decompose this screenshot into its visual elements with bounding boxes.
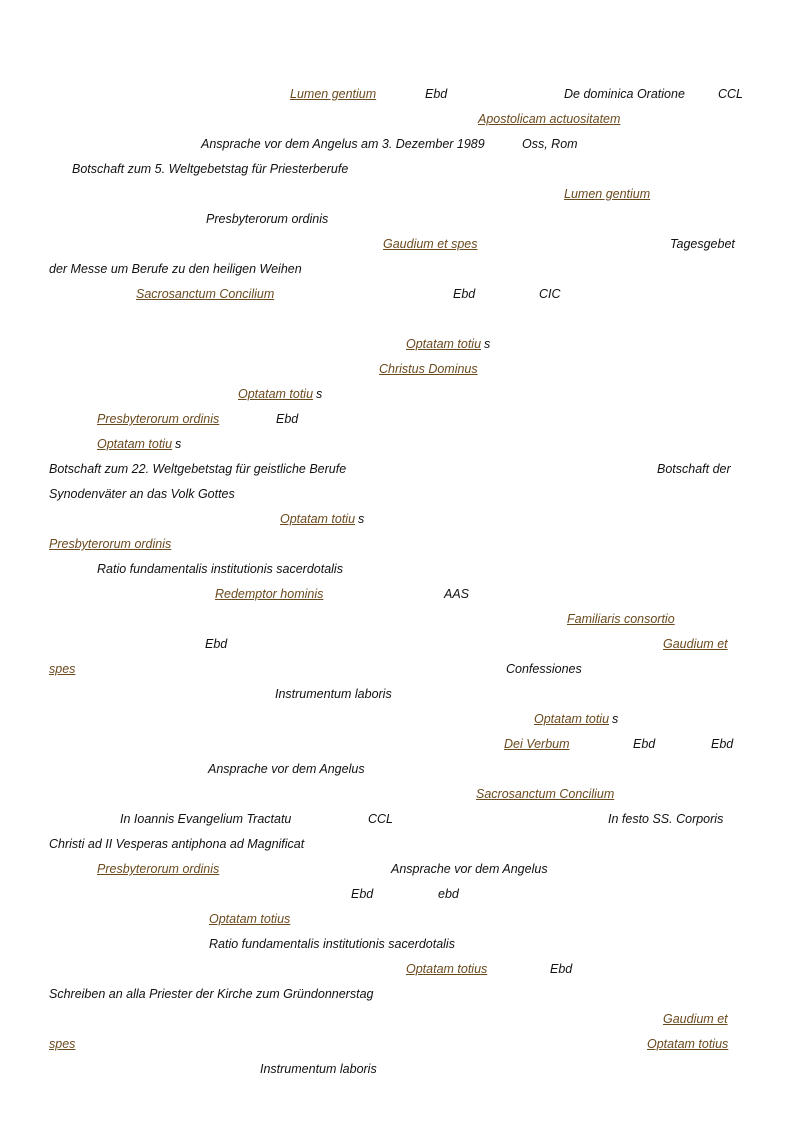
gruendonnerstag-letter-reference: Schreiben an alla Priester der Kirche zum Gründonnerstag bbox=[49, 987, 374, 1001]
optatam-totius-suffix: s bbox=[484, 337, 491, 351]
angelus-address-reference: Ansprache vor dem Angelus am 3. Dezember 1989 bbox=[201, 137, 485, 151]
instrumentum-laboris-reference: Instrumentum laboris bbox=[275, 687, 392, 701]
gaudium-et-spes-link[interactable]: Gaudium et bbox=[663, 1012, 728, 1026]
gaudium-et-spes-link[interactable]: spes bbox=[49, 1037, 76, 1051]
optatam-totius-link[interactable]: Optatam totiu bbox=[238, 387, 314, 401]
optatam-totius-suffix: s bbox=[316, 387, 323, 401]
instrumentum-laboris-reference: Instrumentum laboris bbox=[260, 1062, 377, 1076]
optatam-totius-suffix: s bbox=[612, 712, 619, 726]
presbyterorum-ordinis-reference: Presbyterorum ordinis bbox=[206, 212, 329, 226]
optatam-totius-suffix: s bbox=[358, 512, 365, 526]
ebd-reference: Ebd bbox=[711, 737, 734, 751]
optatam-totius-link[interactable]: Optatam totius bbox=[647, 1037, 729, 1051]
redemptor-hominis-link[interactable]: Redemptor hominis bbox=[215, 587, 324, 601]
aas-reference: AAS bbox=[444, 587, 470, 601]
familiaris-consortio-link[interactable]: Familiaris consortio bbox=[567, 612, 675, 626]
ccl-reference: CCL bbox=[368, 812, 394, 826]
cic-reference: CIC bbox=[539, 287, 561, 301]
ebd-reference: Ebd bbox=[425, 87, 448, 101]
messe-berufe-reference: der Messe um Berufe zu den heiligen Weihen bbox=[49, 262, 302, 276]
synodenvaeter-reference: Synodenväter an das Volk Gottes bbox=[49, 487, 235, 501]
angelus-address-reference: Ansprache vor dem Angelus bbox=[208, 762, 365, 776]
presbyterorum-ordinis-link[interactable]: Presbyterorum ordinis bbox=[97, 862, 220, 876]
optatam-totius-link[interactable]: Optatam totiu bbox=[280, 512, 356, 526]
optatam-totius-link[interactable]: Optatam totius bbox=[406, 962, 488, 976]
gaudium-et-spes-link[interactable]: Gaudium et spes bbox=[383, 237, 478, 251]
weltgebetstag-message-reference: Botschaft zum 22. Weltgebetstag für geistliche Berufe bbox=[49, 462, 347, 476]
botschaft-der-reference: Botschaft der bbox=[657, 462, 731, 476]
ratio-fundamentalis-reference: Ratio fundamentalis institutionis sacerdotalis bbox=[209, 937, 455, 951]
dominica-oratione-reference: De dominica Oratione bbox=[564, 87, 685, 101]
ioannis-tractatu-reference: In Ioannis Evangelium Tractatu bbox=[120, 812, 292, 826]
lumen-gentium-link[interactable]: Lumen gentium bbox=[564, 187, 651, 201]
ebd-reference: Ebd bbox=[276, 412, 299, 426]
festo-corporis-reference: In festo SS. Corporis bbox=[608, 812, 724, 826]
optatam-totius-link[interactable]: Optatam totius bbox=[209, 912, 291, 926]
optatam-totius-suffix: s bbox=[175, 437, 182, 451]
dei-verbum-link[interactable]: Dei Verbum bbox=[504, 737, 570, 751]
ebd-reference: Ebd bbox=[205, 637, 228, 651]
presbyterorum-ordinis-link[interactable]: Presbyterorum ordinis bbox=[97, 412, 220, 426]
sacrosanctum-concilium-link[interactable]: Sacrosanctum Concilium bbox=[136, 287, 275, 301]
ratio-fundamentalis-reference: Ratio fundamentalis institutionis sacerdotalis bbox=[97, 562, 343, 576]
weltgebetstag-message-reference: Botschaft zum 5. Weltgebetstag für Priesterberufe bbox=[72, 162, 349, 176]
lumen-gentium-link[interactable]: Lumen gentium bbox=[290, 87, 377, 101]
angelus-address-reference: Ansprache vor dem Angelus bbox=[391, 862, 548, 876]
ccl-reference: CCL bbox=[718, 87, 744, 101]
christus-dominus-link[interactable]: Christus Dominus bbox=[379, 362, 478, 376]
ebd-reference: Ebd bbox=[453, 287, 476, 301]
optatam-totius-link[interactable]: Optatam totiu bbox=[406, 337, 482, 351]
ebd-reference: Ebd bbox=[550, 962, 573, 976]
sacrosanctum-concilium-link[interactable]: Sacrosanctum Concilium bbox=[476, 787, 615, 801]
gaudium-et-spes-link[interactable]: spes bbox=[49, 662, 76, 676]
magnificat-antiphon-reference: Christi ad II Vesperas antiphona ad Magnificat bbox=[49, 837, 305, 851]
tagesgebet-reference: Tagesgebet bbox=[670, 237, 735, 251]
optatam-totius-link[interactable]: Optatam totiu bbox=[534, 712, 610, 726]
ebd-reference: Ebd bbox=[633, 737, 656, 751]
gaudium-et-spes-link[interactable]: Gaudium et bbox=[663, 637, 728, 651]
ebd-reference: ebd bbox=[438, 887, 459, 901]
apostolicam-actuositatem-link[interactable]: Apostolicam actuositatem bbox=[478, 112, 621, 126]
presbyterorum-ordinis-link[interactable]: Presbyterorum ordinis bbox=[49, 537, 172, 551]
ebd-reference: Ebd bbox=[351, 887, 374, 901]
optatam-totius-link[interactable]: Optatam totiu bbox=[97, 437, 173, 451]
oss-rom-reference: Oss, Rom bbox=[522, 137, 578, 151]
confessiones-reference: Confessiones bbox=[506, 662, 582, 676]
